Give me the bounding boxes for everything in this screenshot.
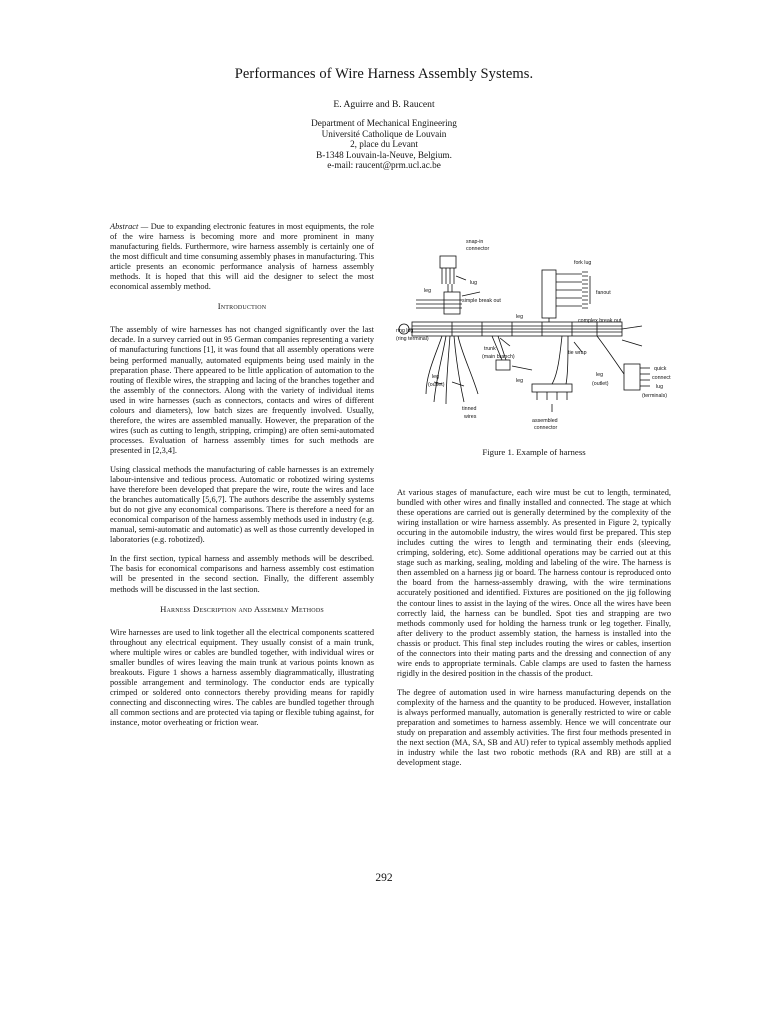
affiliation-line: Department of Mechanical Engineering: [311, 118, 457, 128]
simple-breakout-bundle: [444, 292, 460, 314]
fanout-bundle: [542, 270, 556, 318]
figure-caption: Figure 1. Example of harness: [482, 447, 586, 457]
paragraph: The degree of automation used in wire harness manufacturing depends on the complexity of the harness and the quantity to be produced. However, installation is always performed manually, automation is generally restricted to wire or cable preparation and sometimes to harness assembly. Hence we will concentrate our study on preparation and assembly activities. The first four methods presented in the next section (MA, SA, SB and AU) refer to typical assembly methods applied in industry while the last two robotic methods (RA and RB) are still at a development stage.: [397, 687, 671, 768]
label-lug-right: lug: [656, 384, 664, 390]
label-quick: quick: [654, 366, 667, 372]
right-column: [397, 488, 671, 777]
label-tinned: tinned: [462, 406, 477, 412]
label-main-branch: (main branch): [482, 354, 515, 360]
affiliation-email: e-mail: raucent@prm.ucl.ac.be: [327, 160, 441, 171]
page-number: 292: [375, 872, 393, 884]
label-connector-bottom: connector: [534, 425, 558, 430]
harness-figure: [392, 234, 676, 430]
paragraph: Wire harnesses are used to link together all the electrical components scattered throughout any electrical equipment. They usually consist of a main trunk, where multiple wires or cables are bundled together, with individual wires or smaller bundles of wires leaving the main trunk at various points known as breakouts. Figure 1 shows a harness assembly diagrammatically, illustrating possible arrangement and terminology. The conductor ends are typically crimped or soldered onto connectors thereby providing means for rapidly connecting and disconnecting wires. The cables are bundled together through all common sections and are protected via taping or flexible tubing against, for instance, motor overheating or friction wear.: [110, 627, 374, 728]
section-heading-introduction: Introduction: [217, 301, 267, 312]
label-leg-mid: leg: [516, 314, 524, 320]
snap-in-connector-shape: [440, 256, 456, 268]
paragraph: In the first section, typical harness and assembly methods will be described. The basis for economical comparisons and harness assembly cost estimation will be presented in the second section. Finally, the different assembly methods will be discussed in the last section.: [110, 554, 374, 594]
label-leg-center: leg: [516, 378, 524, 384]
affiliation-line: 2, place du Levant: [350, 139, 418, 150]
author-affiliation: [0, 118, 768, 171]
label-outlet-left: (outlet): [428, 382, 445, 388]
section-heading-harness-description: Harness Description and Assembly Methods: [160, 603, 324, 614]
label-fork-lug: fork lug: [574, 260, 592, 266]
harness-diagram: [392, 234, 676, 430]
label-fanout: fanout: [596, 290, 611, 296]
label-outlet-right: (outlet): [592, 381, 609, 387]
label-simple-breakout: simple break out: [462, 298, 501, 304]
left-column: [110, 222, 374, 737]
label-wires: wires: [464, 414, 477, 420]
assembled-connector-shape: [532, 384, 572, 392]
label-terminals: (terminals): [642, 393, 668, 399]
label-trunk: trunk: [484, 346, 496, 352]
label-lug: lug: [470, 280, 478, 286]
label-leg-right: leg: [596, 372, 604, 378]
label-leg-left: leg: [432, 374, 440, 380]
label-ring-lug: ring lug: [396, 328, 414, 334]
abstract-label: Abstract —: [110, 222, 149, 231]
abstract: [110, 222, 374, 292]
paragraph: The assembly of wire harnesses has not changed significantly over the last decade. In a survey carried out in 95 German companies representing a variety of manufacturing functions [1], it was found that all assembly operations were being performed manually, automated equipments being used mainly in the preparation phase. There appeared to be little application of automation to the routing of flexible wires, the strapping and lacing of the branches together and the assembly of the connectors. Along with the variety of individual items used in wire harnesses (such as connectors, contacts and wires of different colours and diameters), low batch sizes are frequently involved. Usually, therefore, the wires are assembled manually. However, the preparation of the wires (such as cutting to length, stripping, crimping) are often semi-automated processes. Evaluation of harness assembly times for such methods are presented in [2,3,4].: [110, 325, 374, 455]
paper-authors: E. Aguirre and B. Raucent: [333, 99, 435, 110]
paragraph: Using classical methods the manufacturing of cable harnesses is an extremely labour-intensive and tedious process. Automatic or robotized wiring systems have therefore been developed that prepare the wire, route the wires and lace the branches automatically [5,6,7]. The authors describe the assembly systems but do not give any economical comparisons. There is therefore a need for an economical comparison of the harness assembly methods used in industry (e.g. manual, semi-automatic and automatic) as well as those currently developed in laboratories (e.g. robotized).: [110, 464, 374, 545]
paragraph: At various stages of manufacture, each wire must be cut to length, terminated, bundled with other wires and finally installed and connected. The stage at which these operations are carried out is generally determined by the complexity of the wiring installation or wire harness assembly. As presented in Figure 2, typically occuring in the automobile industry, the wires would first be prepared. This step includes cutting the wires to length and terminating their ends (sleeving, crimping, soldering, etc). Some additional operations may be carried out at this stage such as marking, sealing, molding and labeling of the wire. The harness is then assembled on a harness jig or board. The harness contour is reproduced onto the board from the harness-assembly drawing, with the wire terminations accurately positioned and identified. Fixtures are positioned on the jig following the contour lines to assist in the laying of the wires. Once all the wires have been correctly laid, the harness can be bundled. Spot ties and strapping are two methods commonly used for holding the harness trunk or leg together. Finally, after delivery to the product assembly station, the harness is installed into the chassis or product. This final step includes routing the wires or cables, insertion of the connectors into their mating parts and the dressing and connection of any wire ends to appropriate terminals. Cable clamps are used to fasten the harness rigidly in the desired position in the chassis of the product.: [397, 488, 671, 678]
label-connect: connect: [652, 375, 671, 381]
label-assembled: assembled: [532, 418, 558, 424]
label-connector: connector: [466, 246, 490, 252]
affiliation-line: Université Catholique de Louvain: [321, 128, 447, 139]
abstract-text: Due to expanding electronic features in most equipments, the role of the wire harness is becoming more and more prominent in many manufacturing fields. Furthermore, wire harness assembly is certainly one of the most difficult and time consuming assembly phases in manufacturing. This article presents an economic performance analysis of harness assembly methods. It is hoped that this will aid the designer to select the most economical assembly method.: [110, 222, 374, 292]
label-complex-breakout: complex break out: [578, 318, 622, 324]
paper-title: Performances of Wire Harness Assembly Systems.: [234, 66, 534, 82]
label-leg: leg: [424, 288, 432, 294]
affiliation-line: B-1348 Louvain-la-Neuve, Belgium.: [316, 149, 452, 160]
label-tie-wrap: tie wrap: [568, 350, 587, 356]
label-snap-in: snap-in: [466, 239, 484, 245]
label-ring-terminal: (ring terminal): [396, 336, 429, 342]
